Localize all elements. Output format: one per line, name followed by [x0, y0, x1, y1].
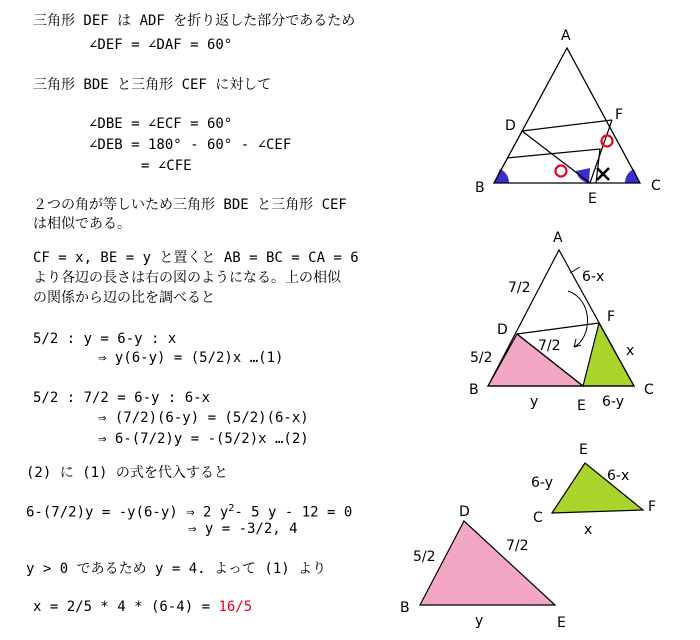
answer-value: 16/5	[218, 599, 253, 615]
segment-label-DE-4: 7/2	[506, 538, 529, 554]
label-B-2: B	[469, 382, 479, 398]
segment-label-CF: x	[584, 522, 593, 538]
label-pointer	[570, 267, 580, 273]
text-line-1: 三角形 DEF は ADF を折り返した部分であるため	[33, 13, 356, 29]
segment-label-DF: 7/2	[538, 338, 561, 354]
label-A-2: A	[553, 230, 563, 246]
segment-label-BD: 5/2	[470, 350, 493, 366]
label-D-4: D	[459, 504, 470, 520]
figure-2	[469, 230, 654, 414]
label-B: B	[475, 180, 485, 196]
figure-3	[531, 442, 656, 538]
text-line-12: 5/2 : y = 6-y : x	[33, 331, 177, 347]
text-line-8: は相似である。	[33, 216, 131, 232]
text-line-16: ⇒ 6-(7/2)y = -(5/2)x …(2)	[98, 431, 309, 447]
triangle-BDE-2	[420, 521, 555, 605]
segment-label-BD-4: 5/2	[413, 549, 436, 565]
equal-angle-circle-1	[556, 166, 567, 177]
label-D: D	[505, 118, 516, 134]
cross-mark	[597, 168, 609, 180]
exponent: 2	[228, 503, 235, 514]
segment-label-AF: 6-x	[582, 269, 605, 285]
figure-1	[475, 28, 661, 207]
label-D-2: D	[497, 322, 508, 338]
label-F-2: F	[607, 309, 616, 325]
text-line-3: 三角形 BDE と三角形 CEF に対して	[33, 77, 272, 93]
text-line-14: 5/2 : 7/2 = 6-y : 6-x	[33, 390, 211, 406]
segment-label-FC: x	[626, 343, 635, 359]
text-line-2: ∠DEF = ∠DAF = 60°	[89, 37, 233, 53]
answer-expression: x = 2/5 * 4 * (6-4) =	[33, 599, 219, 615]
text-line-7: ２つの角が等しいため三角形 BDE と三角形 CEF	[33, 197, 347, 213]
label-E: E	[588, 191, 597, 207]
label-F: F	[615, 107, 624, 123]
text-line-11: の関係から辺の比を調べると	[33, 290, 215, 306]
equal-angle-circle-2	[602, 136, 613, 147]
label-A: A	[561, 28, 571, 44]
label-B-4: B	[400, 600, 410, 616]
text-line-19: ⇒ y = -3/2, 4	[188, 521, 298, 537]
text-line-5: ∠DEB = 180° - 60° - ∠CEF	[89, 137, 292, 153]
text-line-13: ⇒ y(6-y) = (5/2)x …(1)	[98, 350, 284, 366]
text-line-18b: - 5 y - 12 = 0	[234, 504, 353, 521]
segment-label-BE-4: y	[475, 613, 484, 629]
text-line-18a: 6-(7/2)y = -y(6-y) ⇒ 2 y	[26, 504, 229, 521]
text-line-15: ⇒ (7/2)(6-y) = (5/2)(6-x)	[98, 410, 309, 426]
segment-label-BE: y	[530, 394, 539, 410]
text-line-17: (2) に (1) の式を代入すると	[26, 465, 228, 481]
label-E-4: E	[557, 615, 566, 631]
segment-label-EF: 6-x	[607, 468, 630, 484]
label-C: C	[651, 178, 661, 194]
triangle-CEF-2	[552, 463, 643, 513]
angle-mark-C	[625, 169, 640, 183]
label-C-2: C	[644, 382, 654, 398]
fold-arrow	[568, 291, 588, 347]
segment-label-CE: 6-y	[531, 475, 553, 491]
segment-label-EC: 6-y	[602, 394, 624, 410]
segment-DF	[522, 120, 612, 131]
segment-label-AD: 7/2	[508, 280, 531, 296]
text-line-20: y > 0 であるため y = 4. よって (1) より	[26, 561, 327, 577]
label-C-3: C	[533, 510, 543, 526]
angle-mark-B	[494, 169, 509, 183]
label-E-3: E	[579, 442, 588, 458]
label-E-2: E	[577, 398, 586, 414]
text-line-9: CF = x, BE = y と置くと AB = BC = CA = 6	[33, 250, 359, 266]
text-line-4: ∠DBE = ∠ECF = 60°	[89, 116, 233, 132]
text-line-10: より各辺の長さは右の図のようになる。上の相似	[33, 270, 341, 286]
text-line-6: = ∠CFE	[141, 158, 192, 174]
label-F-3: F	[648, 499, 657, 515]
